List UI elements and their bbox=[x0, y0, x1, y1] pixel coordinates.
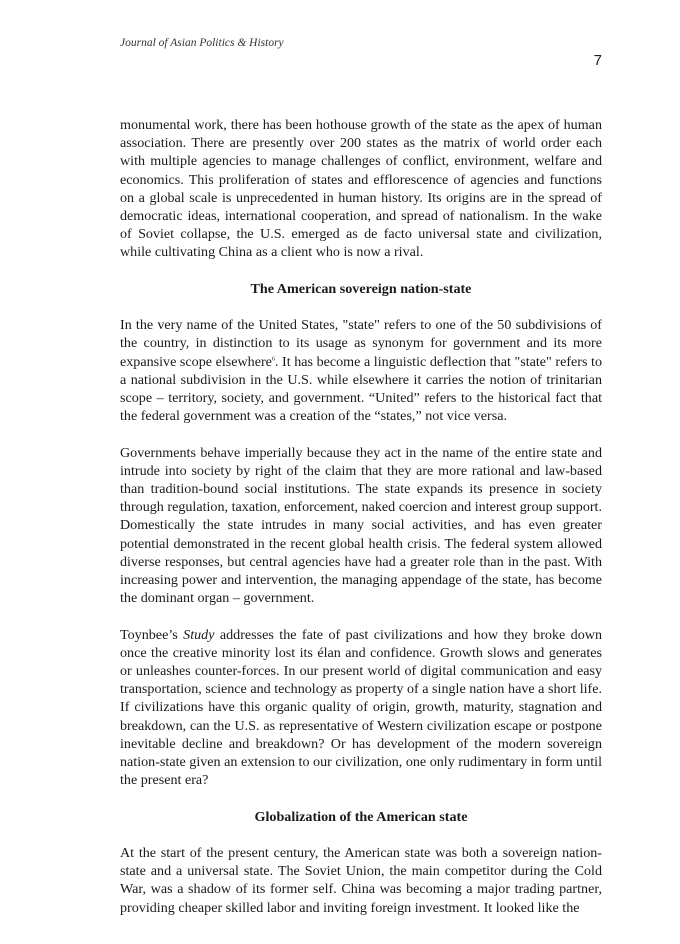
section-heading-american-state: The American sovereign nation-state bbox=[250, 280, 472, 297]
paragraph-4 bbox=[120, 626, 602, 790]
paragraph-1: monumental work, there has been hothouse growth of the state as the apex of human association. There are presently over 200 states as the matrix of world order each with multiple agencies to manage challenges of conflict, environment, welfare and economics. This proliferation of states and efflorescence of agencies and functions on a global scale is unprecedented in human history. Its origins are in the spread of democratic ideas, international cooperation, and spread of nationalism. In the wake of Soviet collapse, the U.S. emerged as de facto universal state and civilization, while cultivating China as a client who is now a rival. bbox=[120, 117, 602, 261]
article-body bbox=[120, 116, 602, 935]
paragraph-5: At the start of the present century, the American state was both a sovereign nation-state and a universal state. The Soviet Union, the main competitor during the Cold War, was a shadow of its former self. China was becoming a major trading partner, providing cheaper skilled labor and inviting foreign investment. It looked like the bbox=[120, 845, 602, 916]
paragraph-4-italic: Study bbox=[183, 626, 215, 643]
paragraph-2-text-b: . It has become a linguistic deflection that "state" refers to a national subdivision in the U.S. while elsewhere it carries the notion of trinitarian scope – territory, society, and government. “United” refers to the historical fact that the federal government was a creation of the “states,” not vice versa. bbox=[120, 353, 602, 425]
journal-title: Journal of Asian Politics & History bbox=[120, 37, 284, 49]
paragraph-3: Governments behave imperially because they act in the name of the entire state and intrude into society by right of the claim that they are more rational and law-based than tradition-bound social institutions. The state expands its presence in society through regulation, taxation, enforcement, naked coercion and interest group support. Domestically the state intrudes in many social activities, and has even greater potential demonstrated in the recent global health crisis. The federal system allowed diverse responses, but central agencies have had a greater role than in the past. With increasing power and intervention, the managing appendage of the state, has become the dominant organ – government. bbox=[120, 444, 602, 607]
page-number: 7 bbox=[593, 52, 602, 69]
paragraph-2 bbox=[120, 316, 602, 425]
section-heading-globalization: Globalization of the American state bbox=[254, 808, 468, 825]
footnote-marker[interactable]: 6 bbox=[271, 355, 275, 362]
paragraph-4-text-a: Toynbee’s bbox=[120, 626, 184, 643]
paragraph-4-text-b: addresses the fate of past civilizations and how they broke down once the creative minority lost its élan and confidence. Growth slows and generates or unleashes counter-forces. In our present world of digital communication and easy transportation, science and technology as property of a single nation have a short life. If civilizations have this organic quality of origin, growth, maturity, stagnation and breakdown, can the U.S. as representative of Western civilization escape or postpone inevitable decline and breakdown? Or has development of the modern sovereign nation-state given an extension to our civilization, one only rudimentary in form until the present era? bbox=[120, 626, 602, 789]
paragraph-2-text-a: In the very name of the United States, "state" refers to one of the 50 subdivisions of the country, in distinction to its usage as synonym for government and its more expansive scope elsewhere bbox=[120, 317, 602, 370]
